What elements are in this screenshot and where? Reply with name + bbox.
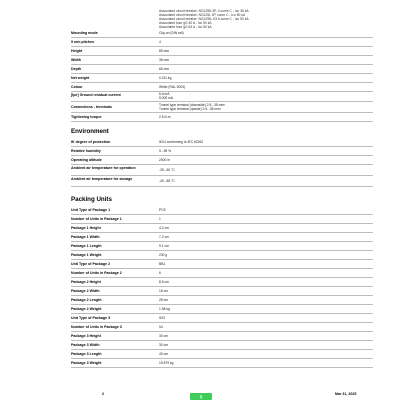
row-value: BB1 bbox=[159, 261, 166, 266]
table-row bbox=[71, 233, 373, 242]
row-label: Package 1 Length bbox=[71, 244, 102, 249]
environment-title: Environment bbox=[71, 128, 109, 135]
row-value: 4.2 cm bbox=[159, 225, 169, 230]
table-row bbox=[71, 56, 373, 65]
row-value: 54 bbox=[159, 324, 163, 329]
table-row bbox=[71, 269, 373, 278]
table-row bbox=[71, 242, 373, 251]
row-label: Unit Type of Package 1 bbox=[71, 208, 111, 213]
row-label: Package 1 Width bbox=[71, 235, 100, 240]
row-label: Ambient air temperature for operation bbox=[71, 166, 136, 171]
table-row bbox=[71, 138, 373, 147]
table-row bbox=[71, 47, 373, 56]
associated-line: Associated circuit breaker: NG125N, 63 A curve C - Icu 50 kA bbox=[159, 17, 249, 22]
row-value: 5...95 % bbox=[159, 148, 172, 153]
row-label: Depth bbox=[71, 67, 82, 72]
table-row bbox=[71, 147, 373, 156]
table-row bbox=[71, 156, 373, 165]
row-label: Connections - terminals bbox=[71, 105, 112, 110]
row-label: Height bbox=[71, 49, 83, 54]
row-value: PCE bbox=[159, 207, 166, 212]
row-value: 66 mm bbox=[159, 66, 170, 71]
row-label: Number of Units in Package 3 bbox=[71, 325, 122, 330]
schneider-electric-logo bbox=[190, 388, 212, 406]
row-label: IK degree of protection bbox=[71, 140, 111, 145]
row-label: Package 3 Width bbox=[71, 343, 100, 348]
row-value: -25...60 °C bbox=[159, 167, 175, 172]
table-row bbox=[71, 38, 373, 47]
row-value: 7.2 cm bbox=[159, 234, 169, 239]
row-value: -40...85 °C bbox=[159, 178, 175, 183]
row-label: Number of Units in Package 1 bbox=[71, 217, 122, 222]
associated-line: Associated circuit breaker: NG125L 3P, curve C - Icu 50 kA bbox=[159, 13, 246, 18]
row-value: 36 mm bbox=[159, 57, 170, 62]
footer-date: Mar 31, 2025 bbox=[335, 392, 357, 396]
row-label: Unit Type of Package 3 bbox=[71, 316, 111, 321]
row-value: Clip-on (DIN rail) bbox=[159, 30, 184, 35]
row-label: Net weight bbox=[71, 76, 90, 81]
table-row bbox=[71, 102, 373, 113]
table-row bbox=[71, 296, 373, 305]
row-value: 16 cm bbox=[159, 288, 168, 293]
row-label: Package 3 Length bbox=[71, 352, 102, 357]
row-label: Number of Units in Package 2 bbox=[71, 271, 122, 276]
table-row bbox=[71, 65, 373, 74]
row-label: Unit Type of Package 2 bbox=[71, 262, 111, 267]
associated-line: Associated fuse gG 63 A - Icu 50 kA bbox=[159, 25, 212, 30]
row-value: 28 cm bbox=[159, 297, 168, 302]
associated-line: Associated fuse gG 40 A - Icu 50 kA bbox=[159, 21, 212, 26]
row-value: 85 mm bbox=[159, 48, 170, 53]
table-row bbox=[71, 278, 373, 287]
row-label: Package 2 Weight bbox=[71, 307, 102, 312]
table-row bbox=[71, 113, 373, 122]
row-value: 230 g bbox=[159, 252, 168, 257]
row-value: 40 cm bbox=[159, 351, 168, 356]
row-label: 9 mm pitches bbox=[71, 40, 94, 45]
row-value: 8.5 cm bbox=[159, 279, 169, 284]
page-number: 2 bbox=[102, 392, 104, 396]
associated-line: Associated circuit breaker: NG125N 3P, 4 curve C - Icu 36 kA bbox=[159, 9, 249, 13]
row-value: 2000 m bbox=[159, 157, 170, 162]
row-label: Operating altitude bbox=[71, 158, 102, 163]
table-row bbox=[71, 29, 373, 38]
row-value: Tunnel type terminal (downside) 2.5...35 mm² bbox=[159, 102, 226, 107]
row-label: Package 2 Length bbox=[71, 298, 102, 303]
table-row bbox=[71, 341, 373, 350]
row-value: 0.211 kg bbox=[159, 75, 172, 80]
row-label: Tightening torque bbox=[71, 115, 102, 120]
row-value: White (RAL 9003) bbox=[159, 84, 186, 89]
row-label: Colour bbox=[71, 85, 83, 90]
row-label: Package 3 Weight bbox=[71, 361, 102, 366]
row-value: 1 bbox=[159, 216, 161, 221]
row-value: IK04 conforming to IEC 62262 bbox=[159, 139, 204, 144]
row-value: 6 A mA bbox=[159, 92, 170, 97]
row-label: [Ipe] Ground residual current bbox=[71, 92, 121, 97]
row-value: S03 bbox=[159, 315, 165, 320]
table-row bbox=[71, 251, 373, 260]
row-label: Package 1 Weight bbox=[71, 253, 102, 258]
table-row bbox=[71, 332, 373, 341]
row-value: 30 cm bbox=[159, 342, 168, 347]
table-row bbox=[71, 206, 373, 215]
row-value: 2.5 N.m bbox=[159, 114, 171, 119]
row-value: 6 bbox=[159, 270, 161, 275]
row-value: 15.879 kg bbox=[159, 360, 174, 365]
packing-units-table bbox=[71, 206, 373, 368]
row-label: Package 3 Height bbox=[71, 334, 101, 339]
table-row bbox=[71, 83, 373, 92]
table-row bbox=[71, 323, 373, 332]
environment-table bbox=[71, 138, 373, 187]
row-label: Package 1 Height bbox=[71, 226, 101, 231]
row-value: 5,000 mA bbox=[159, 96, 174, 100]
table-row bbox=[71, 260, 373, 269]
table-row bbox=[71, 224, 373, 233]
row-value: 9.1 cm bbox=[159, 243, 169, 248]
row-label: Mounting mode bbox=[71, 31, 98, 36]
table-row bbox=[71, 74, 373, 83]
packing-units-title: Packing Units bbox=[71, 196, 112, 203]
svg-text:S: S bbox=[199, 394, 203, 400]
row-label: Relative humidity bbox=[71, 149, 101, 154]
spec-table bbox=[71, 29, 373, 122]
table-row bbox=[71, 350, 373, 359]
row-value: 4 bbox=[159, 39, 161, 44]
row-label: Ambient air temperature for storage bbox=[71, 177, 133, 182]
row-label: Width bbox=[71, 58, 81, 63]
table-row bbox=[71, 165, 373, 176]
row-value: Tunnel type terminal (upside) 2.5...35 mm² bbox=[159, 106, 221, 111]
table-row bbox=[71, 287, 373, 296]
table-row bbox=[71, 305, 373, 314]
row-label: Package 2 Height bbox=[71, 280, 101, 285]
row-label: Package 2 Width bbox=[71, 289, 100, 294]
table-row bbox=[71, 92, 373, 102]
table-row bbox=[71, 314, 373, 323]
associated-protection-block bbox=[159, 9, 249, 29]
table-row bbox=[71, 359, 373, 368]
table-row bbox=[71, 215, 373, 224]
table-row bbox=[71, 176, 373, 187]
row-value: 1.58 kg bbox=[159, 306, 170, 311]
row-value: 30 cm bbox=[159, 333, 168, 338]
